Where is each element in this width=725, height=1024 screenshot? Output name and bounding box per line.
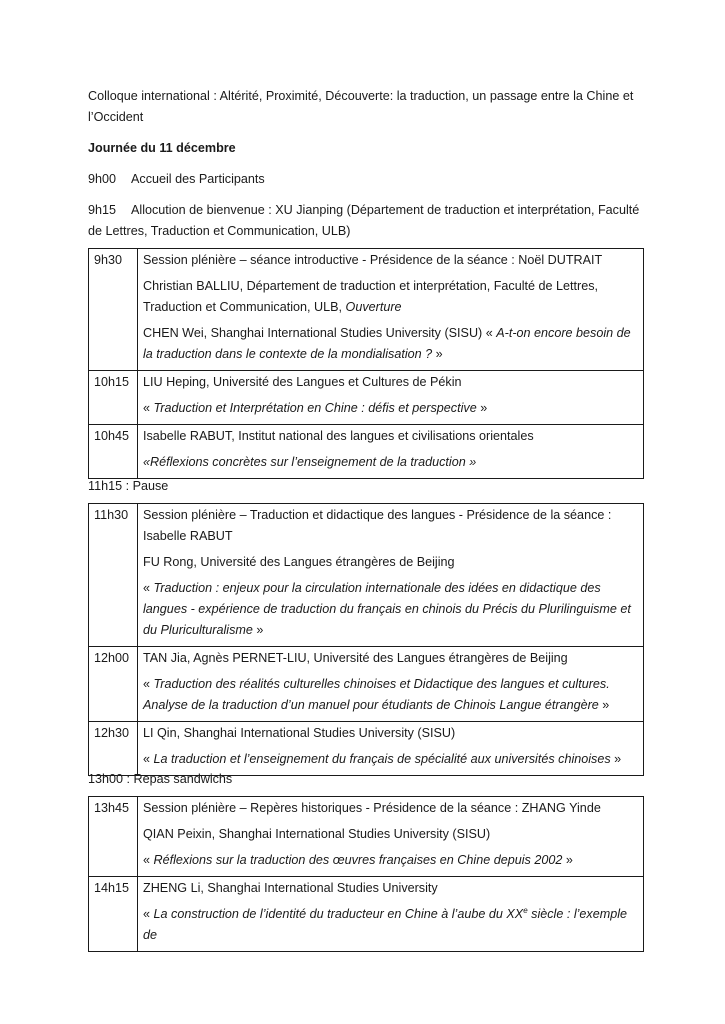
item-text: Accueil des Participants (131, 172, 265, 186)
table-row (89, 504, 644, 647)
session-cell (138, 647, 644, 722)
talk-title: Traduction des réalités culturelles chinoises et Didactique des langues et cultures. Analyse de la traduction d’un manuel pour étudiants de Chinois Langue étrangère (143, 677, 610, 712)
quote-open: « (143, 907, 151, 921)
session-time: 14h15 (89, 877, 138, 952)
quote-open: « (143, 853, 151, 867)
colloquium-title: Colloque international : Altérité, Proximité, Découverte: la traduction, un passage entre la Chine et l’Occident (88, 89, 634, 124)
schedule-table-morning (88, 248, 644, 479)
talk-title (143, 907, 627, 942)
item-text: Allocution de bienvenue : XU Jianping (Département de traduction et interprétation, Faculté de Lettres, Traduction et Communication, ULB) (88, 203, 640, 238)
session-time: 12h00 (89, 647, 138, 722)
session-time: 11h30 (89, 504, 138, 647)
program-item (88, 200, 644, 242)
session-heading: Session plénière – séance introductive - Présidence de la séance : Noël DUTRAIT (143, 253, 603, 267)
talk-author: FU Rong, Université des Langues étrangères de Beijing (143, 555, 455, 569)
session-cell (138, 797, 644, 877)
table-row (89, 371, 644, 425)
quote-open: « (143, 401, 151, 415)
pause-note: 11h15 : Pause (88, 479, 169, 493)
talk-author: LI Qin, Shanghai International Studies University (SISU) (143, 726, 456, 740)
quote-open: « (143, 677, 151, 691)
session-cell (138, 425, 644, 479)
session-time: 12h30 (89, 722, 138, 776)
session-cell (138, 371, 644, 425)
talk-title-part: siècle : l’exemple de (143, 907, 628, 942)
talk-title: La traduction et l’enseignement du français de spécialité aux universités chinoises (153, 752, 611, 766)
talk (143, 398, 638, 419)
talk (143, 749, 638, 770)
session-heading: Session plénière – Repères historiques - Présidence de la séance : ZHANG Yinde (143, 801, 601, 815)
schedule-table-late-morning (88, 503, 644, 776)
table-row (89, 797, 644, 877)
table-row (89, 722, 644, 776)
century-superscript: e (523, 905, 528, 915)
session-time: 10h45 (89, 425, 138, 479)
session-cell (138, 877, 644, 952)
talk-title: «Réflexions concrètes sur l’enseignement de la traduction » (143, 455, 477, 469)
intro (88, 86, 644, 242)
talk-title: Traduction et Interprétation en Chine : défis et perspective (153, 401, 477, 415)
talk (143, 323, 638, 365)
talk-title: Ouverture (345, 300, 402, 314)
quote-close: » (256, 623, 264, 637)
table-row (89, 425, 644, 479)
talk (143, 276, 638, 318)
talk-author: TAN Jia, Agnès PERNET-LIU, Université des Langues étrangères de Beijing (143, 651, 568, 665)
talk-title-part: La construction de l’identité du traducteur en Chine à l’aube du XX (153, 907, 524, 921)
talk (143, 578, 638, 641)
talk-title: A-t-on encore besoin de la traduction dans le contexte de la mondialisation ? (143, 326, 631, 361)
session-cell (138, 249, 644, 371)
session-time: 13h45 (89, 797, 138, 877)
session-cell (138, 722, 644, 776)
program-item (88, 169, 644, 190)
item-time: 9h00 (88, 172, 117, 186)
table-row (89, 647, 644, 722)
schedule-table-afternoon (88, 796, 644, 952)
talk-author: ZHENG Li, Shanghai International Studies University (143, 881, 438, 895)
talk-author: Christian BALLIU, Département de traduction et interprétation, Faculté de Lettres, Traduction et Communication, ULB, (143, 279, 599, 314)
table-row (89, 249, 644, 371)
quote-open: « (143, 752, 151, 766)
quote-close: » (435, 347, 443, 361)
quote-close: » (602, 698, 610, 712)
quote-close: » (614, 752, 622, 766)
talk-title: Réflexions sur la traduction des œuvres françaises en Chine depuis 2002 (153, 853, 563, 867)
talk-author: QIAN Peixin, Shanghai International Studies University (SISU) (143, 827, 491, 841)
talk (143, 904, 638, 946)
session-time: 9h30 (89, 249, 138, 371)
session-heading: Session plénière – Traduction et didactique des langues - Présidence de la séance : Isabelle RABUT (143, 508, 612, 543)
day-heading: Journée du 11 décembre (88, 141, 236, 155)
quote-open: « (143, 581, 151, 595)
table-row (89, 877, 644, 952)
talk (143, 674, 638, 716)
talk-author: Isabelle RABUT, Institut national des langues et civilisations orientales (143, 429, 534, 443)
session-time: 10h15 (89, 371, 138, 425)
item-time: 9h15 (88, 203, 117, 217)
lunch-note: 13h00 : Repas sandwichs (88, 772, 233, 786)
talk-author: CHEN Wei, Shanghai International Studies University (SISU) « (143, 326, 493, 340)
quote-close: » (565, 853, 573, 867)
talk (143, 850, 638, 871)
session-cell (138, 504, 644, 647)
talk-title: Traduction : enjeux pour la circulation internationale des idées en didactique des langues - expérience de traduction du français en chinois du Précis du Plurilinguisme et du Pluriculturalisme (143, 581, 631, 637)
talk-author: LIU Heping, Université des Langues et Cultures de Pékin (143, 375, 462, 389)
quote-close: » (480, 401, 488, 415)
